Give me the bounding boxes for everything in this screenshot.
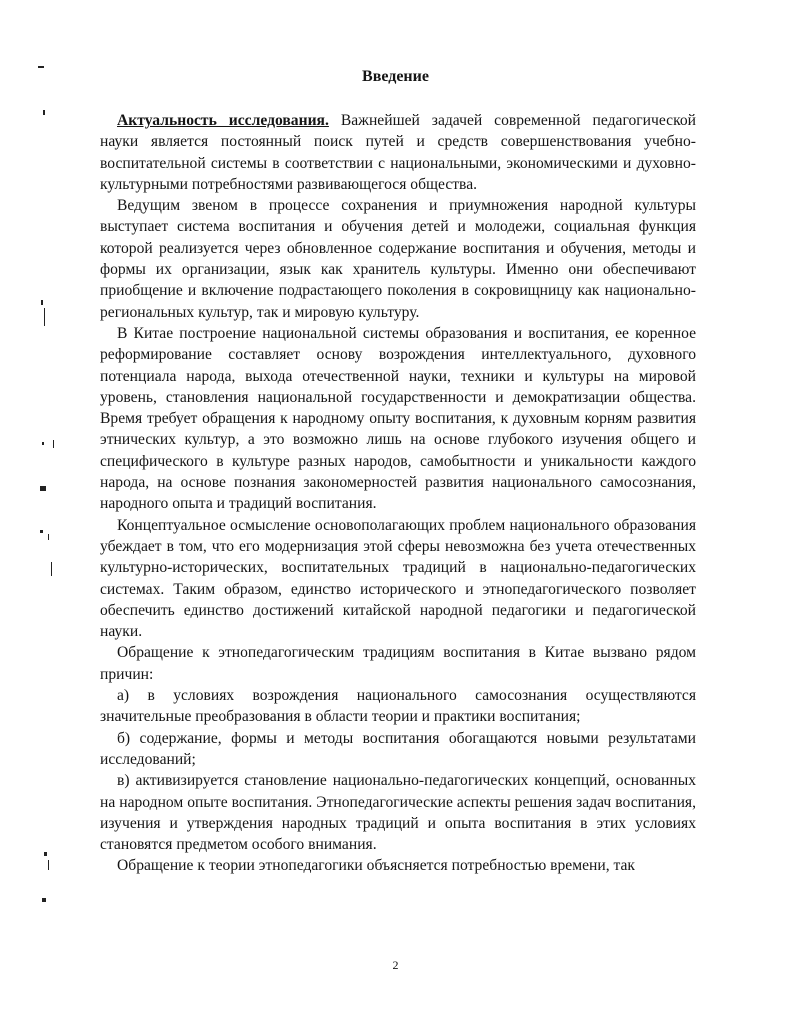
scan-speck — [48, 860, 49, 870]
paragraph: Концептуальное осмысление основополагающих проблем национального образования убеждает в том, что его модернизация этой сферы невозможна без учета отечественных культурно-исторических, воспитательных традиций в национально-педагогических системах. Таким образом, единство исторического и этнопедагогического позволяет обеспечить единство достижений китайской народной педагогики и педагогической науки. — [100, 516, 696, 641]
page-title: Введение — [362, 68, 429, 85]
paragraph: Ведущим звеном в процессе сохранения и приумножения народной культуры выступает система воспитания и обучения детей и молодежи, социальная функция которой реализуется через обновленное содержание воспитания и обучения, методы и формы их организации, язык как хранитель культуры. Именно они обеспечивают приобщение и включение подрастающего поколения в сокровищницу как национально-региональных культур, так и мировую культуру. — [100, 197, 696, 321]
scan-speck — [40, 530, 43, 533]
scan-speck — [48, 534, 49, 540]
list-item: а) в условиях возрождения национального самосознания осуществляются значительные преобразования в области теории и практики воспитания; — [100, 687, 696, 726]
paragraph: Актуальность исследования. Важнейшей задачей современной педагогической науки является постоянный поиск путей и средств совершенствования учебно-воспитательной системы в соответствии с национальными, экономическими и духовно-культурными потребностями развивающегося общества. — [100, 112, 696, 193]
scan-speck — [43, 110, 45, 115]
scan-speck — [53, 440, 54, 448]
scan-speck — [44, 308, 45, 326]
scan-speck — [42, 898, 46, 902]
paragraph: Обращение к этнопедагогическим традициям воспитания в Китае вызвано рядом причин: — [100, 644, 696, 683]
paragraph: Обращение к теории этнопедагогики объясняется потребностью времени, так — [117, 857, 635, 875]
scan-speck — [41, 300, 43, 305]
scan-speck — [40, 486, 46, 491]
scan-speck — [51, 562, 52, 576]
paragraph: В Китае построение национальной системы образования и воспитания, ее коренное реформирование составляет основу возрождения интеллектуального, духовного потенциала народа, выхода отечественной науки, техники и культуры на мировой уровень, становления национальной государственности и демократизации общества. Время требует обращения к народному опыту воспитания, к духовным корням развития этнических культур, а это возможно лишь на основе глубокого изучения общего и специфического в культуре разных народов, самобытности и уникальности каждого народа, на основе познания закономерностей развития национального самосознания, народного опыта и традиций воспитания. — [100, 324, 696, 513]
lead-term: Актуальность исследования. — [117, 112, 329, 129]
scan-speck — [42, 442, 44, 445]
list-item: в) активизируется становление национально-педагогических концепций, основанных на народном опыте воспитания. Этнопедагогические аспекты решения задач воспитания, изучения и утверждения народных традиций и опыта воспитания в этих условиях становятся предметом особого внимания. — [100, 772, 696, 854]
scan-speck — [44, 852, 47, 856]
document-body — [100, 110, 696, 877]
page-number: 2 — [392, 958, 399, 972]
list-item: б) содержание, формы и методы воспитания обогащаются новыми результатами исследований; — [100, 729, 696, 768]
